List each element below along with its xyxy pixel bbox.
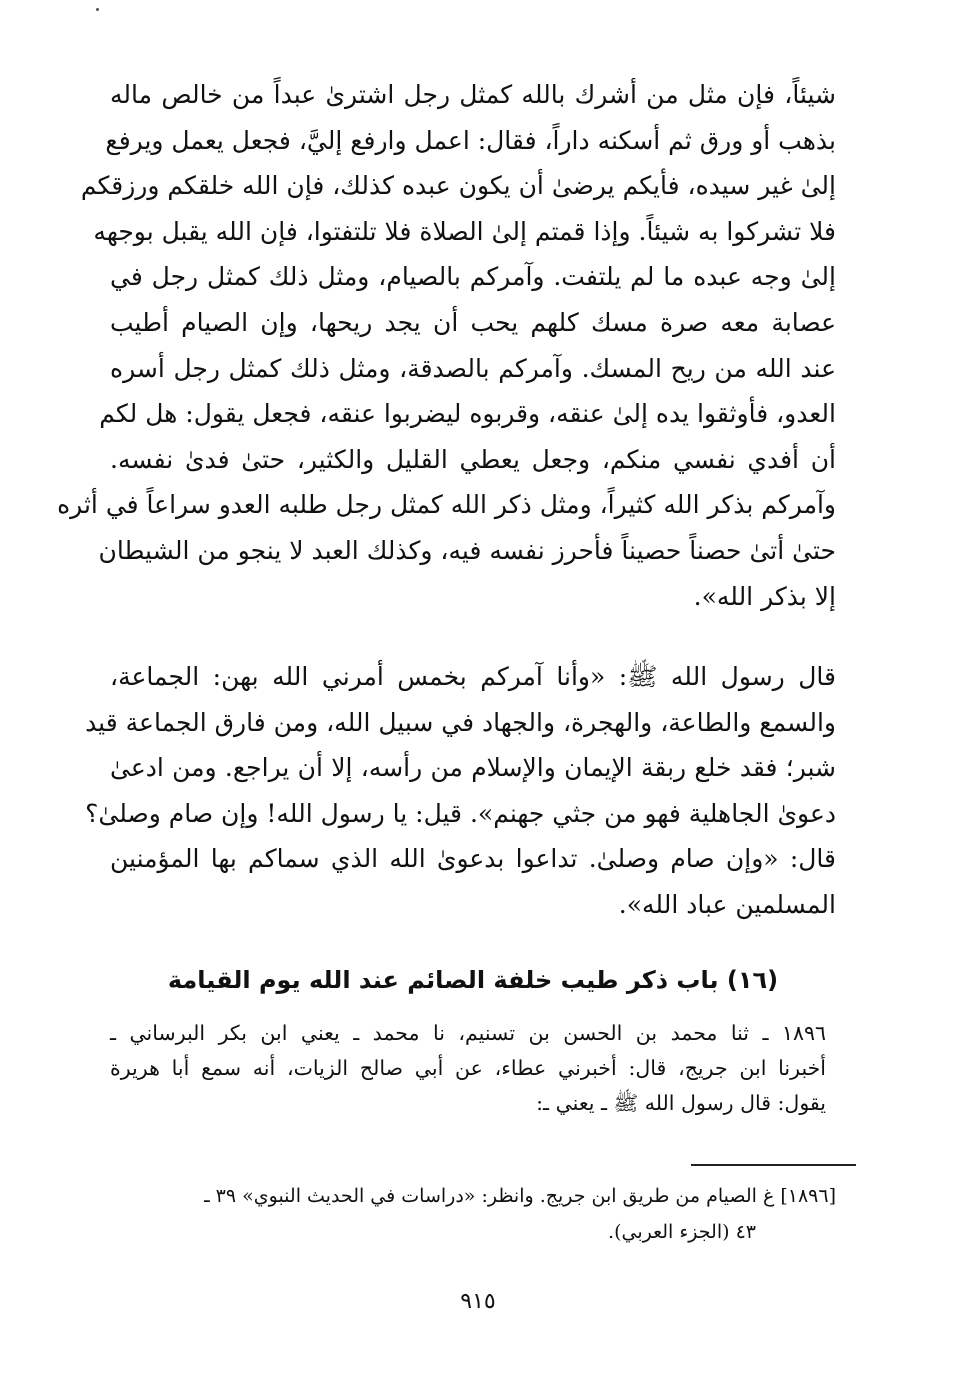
text-line: إلا بذكر الله». (693, 581, 836, 611)
hadith-text-paragraph (57, 72, 836, 619)
text-line: العدو، فأوثقوا يده إلىٰ عنقه، وقربوه ليضربوا عنقه، فجعل يقول: هل لكم (99, 399, 836, 429)
text-line: ١٨٩٦ ـ ثنا محمد بن الحسن بن تسنيم، نا محمد ـ يعني ابن بكر البرساني ـ (110, 1021, 826, 1045)
text-line: عند الله من ريح المسك. وآمركم بالصدقة، ومثل ذلك كمثل رجل أسره (110, 353, 836, 383)
text-line: شيئاً، فإن مثل من أشرك بالله كمثل رجل اشترىٰ عبداً من خالص ماله (110, 80, 836, 109)
text-line: إلىٰ غير سيده، فأيكم يرضىٰ أن يكون عبده كذلك، فإن الله خلقكم ورزقكم (80, 171, 836, 201)
text-line: فلا تشركوا به شيئاً. وإذا قمتم إلىٰ الصلاة فلا تلتفتوا، فإن الله يقبل بوجهه (93, 216, 836, 246)
scan-speck (96, 8, 99, 11)
text-line: أن أفدي نفسي منكم، وجعل يعطي القليل والكثير، حتىٰ فدىٰ نفسه. (110, 444, 836, 474)
text-line: إلىٰ وجه عبده ما لم يلتفت. وآمركم بالصيام، ومثل ذلك كمثل رجل في (110, 262, 836, 292)
text-line: أخبرنا ابن جريج، قال: أخبرني عطاء، عن أبي صالح الزيات، أنه سمع أبا هريرة (110, 1056, 826, 1080)
footnote-line: ٤٣ (الجزء العربي). (608, 1221, 756, 1243)
text-line: قال: «وإن صام وصلىٰ. تداعوا بدعوىٰ الله الذي سماكم بها المؤمنين (110, 844, 836, 874)
text-line: حتىٰ أتىٰ حصناً حصيناً فأحرز نفسه فيه، وكذلك العبد لا ينجو من الشيطان (98, 535, 836, 565)
hadith-text-paragraph (85, 654, 836, 928)
footnote (110, 1178, 836, 1250)
text-line: وآمركم بذكر الله كثيراً، ومثل ذكر الله كمثل رجل طلبه العدو سراعاً في أثره (57, 490, 836, 520)
text-line: يقول: قال رسول الله ﷺ ـ يعني ـ: (536, 1091, 826, 1115)
page-number: ٩١٥ (460, 1289, 496, 1314)
text-line: المسلمين عباد الله». (618, 889, 836, 919)
chapter-heading: (١٦) باب ذكر طيب خلفة الصائم عند الله يوم القيامة (167, 966, 779, 994)
hadith-1896-paragraph (110, 1016, 826, 1121)
footnote-divider (691, 1164, 856, 1166)
text-line: والسمع والطاعة، والهجرة، والجهاد في سبيل الله، ومن فارق الجماعة قيد (85, 707, 836, 737)
footnote-line: [١٨٩٦] غ الصيام من طريق ابن جريج. وانظر: «دراسات في الحديث النبوي» ٣٩ ـ (204, 1185, 836, 1207)
text-line: دعوىٰ الجاهلية فهو من جثي جهنم». قيل: يا رسول الله! وإن صام وصلىٰ؟ (85, 798, 836, 828)
text-line: قال رسول الله ﷺ: «وأنا آمركم بخمس أمرني الله بهن: الجماعة، (110, 662, 836, 691)
text-line: بذهب أو ورق ثم أسكنه داراً، فقال: اعمل وارفع إليَّ، فجعل يعمل ويرفع (105, 125, 836, 155)
text-line: شبر؛ فقد خلع ربقة الإيمان والإسلام من رأسه، إلا أن يراجع. ومن ادعىٰ (110, 753, 836, 783)
text-line: عصابة معه صرة مسك كلهم يحب أن يجد ريحها، وإن الصيام أطيب (110, 307, 836, 337)
